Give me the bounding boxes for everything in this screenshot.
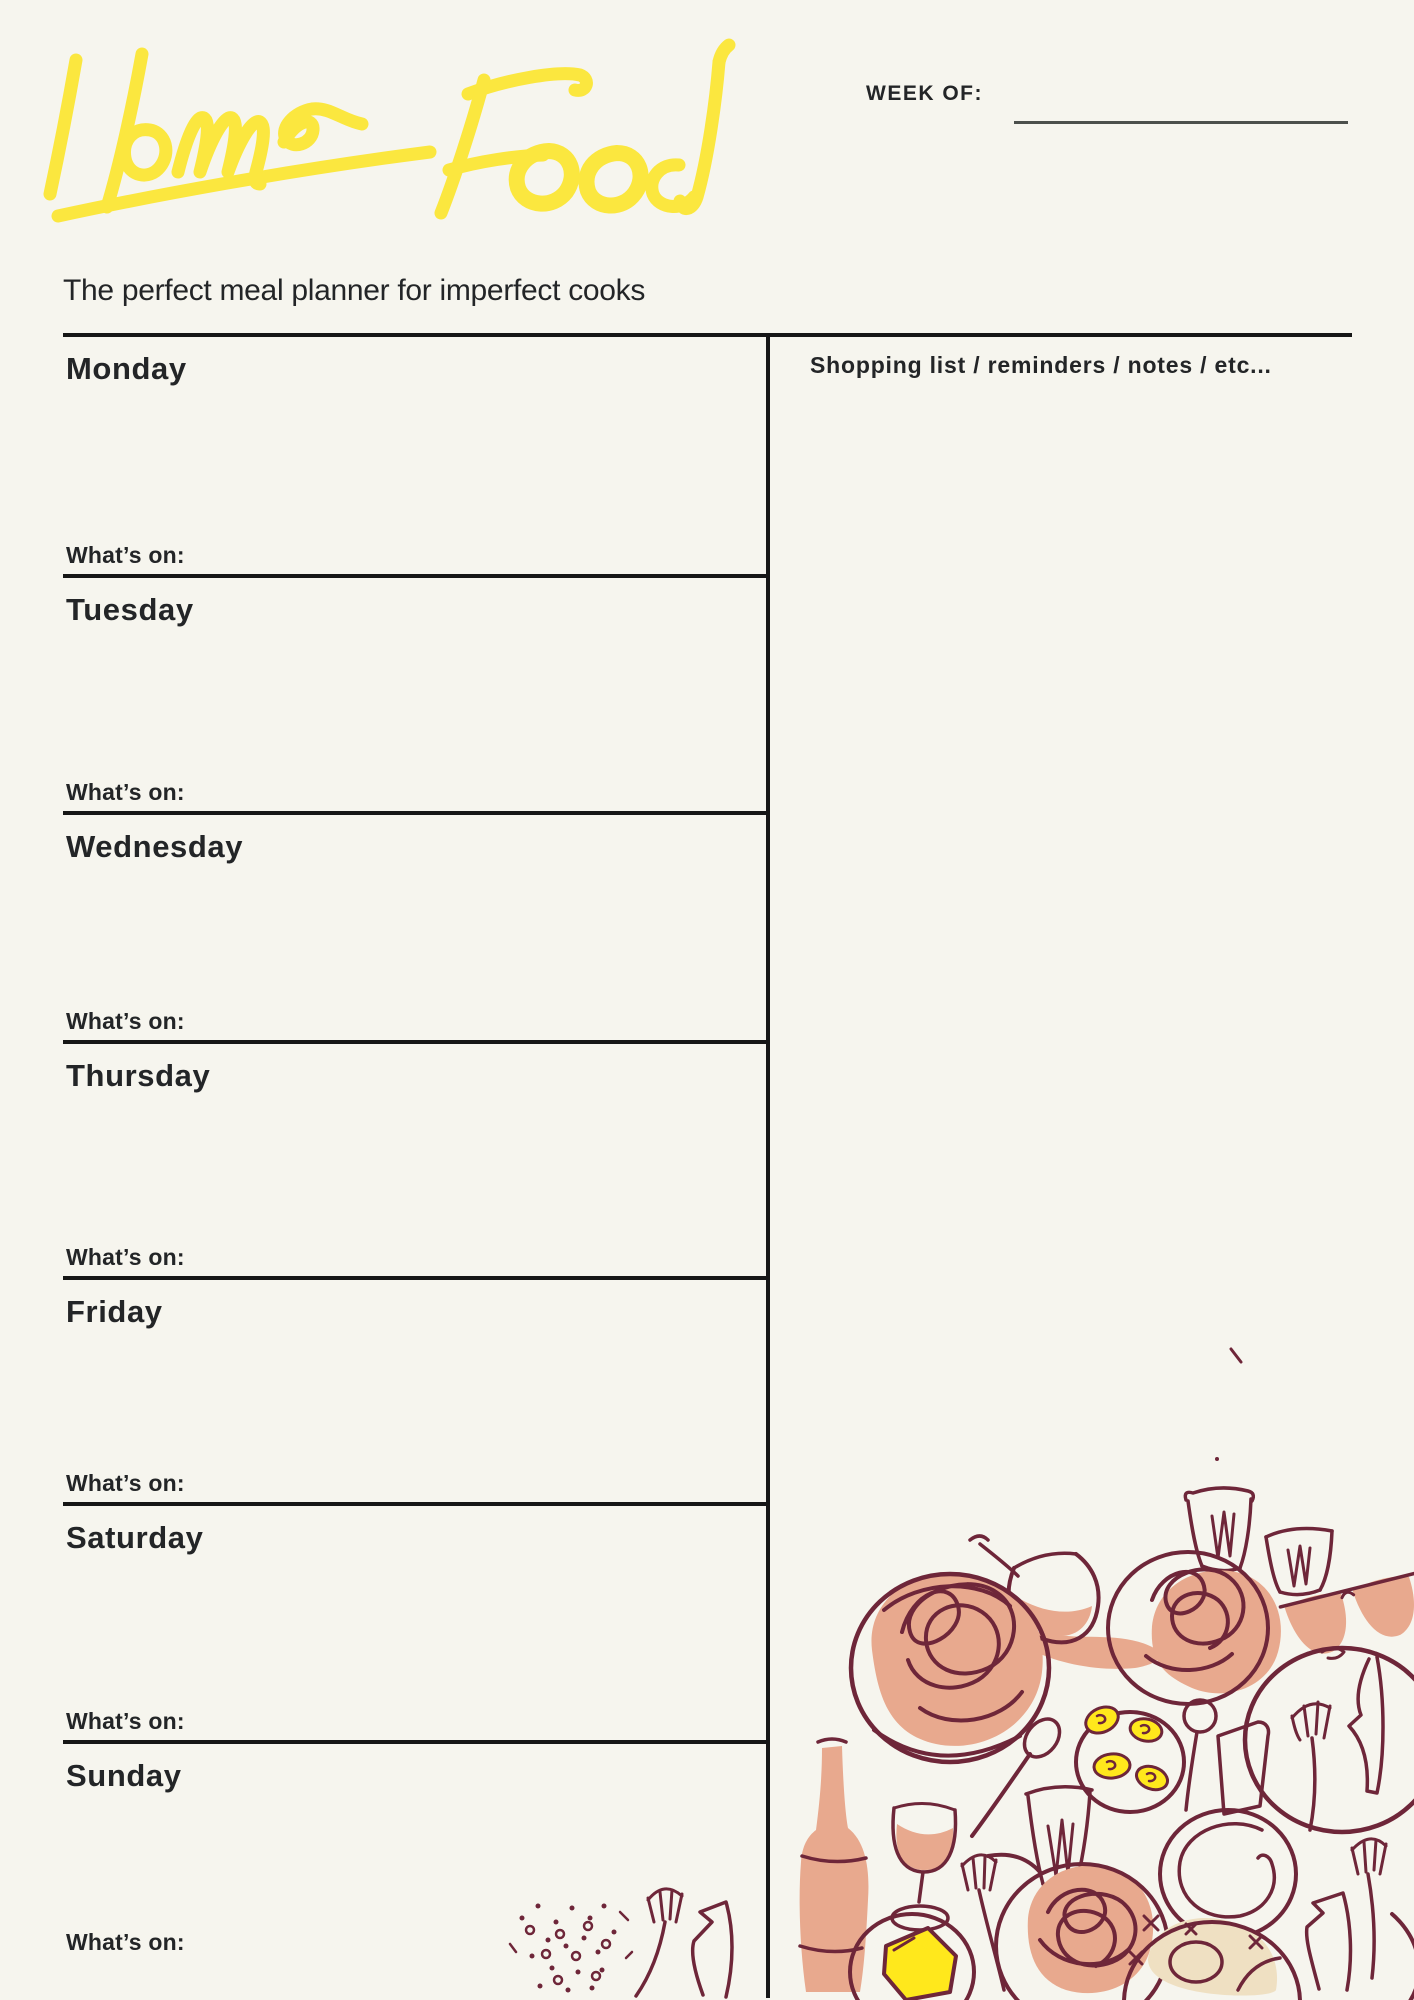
notes-entry-area[interactable] bbox=[770, 400, 1414, 1300]
day-entry-area[interactable] bbox=[63, 395, 756, 530]
sunglasses-icon bbox=[1278, 1554, 1414, 1662]
napkin-and-spoon-icon bbox=[1184, 1700, 1269, 1814]
whats-on-label: What’s on: bbox=[66, 1708, 185, 1734]
logo-word-home bbox=[50, 54, 430, 216]
whats-on-label: What’s on: bbox=[66, 1929, 185, 1955]
logo-word-food bbox=[441, 45, 729, 213]
fork-icon bbox=[636, 1889, 682, 1996]
day-entry-area[interactable] bbox=[63, 873, 756, 996]
week-of-line[interactable] bbox=[1014, 121, 1348, 124]
empty-plate-icon bbox=[1160, 1810, 1296, 1938]
water-glass-icon bbox=[1266, 1529, 1332, 1595]
knife-icon bbox=[693, 1902, 732, 1997]
day-label: Friday bbox=[66, 1294, 163, 1329]
day-label: Wednesday bbox=[66, 829, 244, 864]
spaghetti-plate-icon bbox=[1108, 1552, 1281, 1704]
dinner-plate-with-cutlery-icon bbox=[1245, 1648, 1414, 1832]
knife-icon bbox=[1307, 1893, 1351, 1990]
crumbs bbox=[510, 1904, 632, 1993]
home-food-logo bbox=[30, 18, 750, 230]
tagline: The perfect meal planner for imperfect cooks bbox=[63, 274, 646, 307]
partial-plate-icon bbox=[1392, 1914, 1414, 2000]
day-row-monday bbox=[63, 337, 766, 578]
notes-header: Shopping list / reminders / notes / etc... bbox=[810, 352, 1272, 378]
day-row-wednesday bbox=[63, 815, 766, 1044]
week-of-label: WEEK OF: bbox=[866, 82, 983, 105]
day-label: Sunday bbox=[66, 1758, 182, 1793]
whats-on-label: What’s on: bbox=[66, 779, 185, 805]
day-label: Tuesday bbox=[66, 592, 194, 627]
whats-on-label: What’s on: bbox=[66, 1008, 185, 1034]
day-label: Saturday bbox=[66, 1520, 204, 1555]
spaghetti-plate-icon bbox=[851, 1573, 1049, 1762]
wine-bottle-icon bbox=[800, 1739, 869, 1992]
day-entry-area[interactable] bbox=[63, 636, 756, 767]
day-entry-area[interactable] bbox=[63, 1102, 756, 1232]
whats-on-label: What’s on: bbox=[66, 1244, 185, 1270]
stray-marks bbox=[1215, 1349, 1241, 1461]
day-label: Monday bbox=[66, 351, 187, 386]
deviled-egg-plate-icon bbox=[1076, 1702, 1184, 1812]
fork-icon bbox=[1352, 1839, 1386, 1978]
butter-dish-icon bbox=[850, 1914, 974, 2000]
day-label: Thursday bbox=[66, 1058, 211, 1093]
day-row-thursday bbox=[63, 1044, 766, 1280]
wine-glass-icon bbox=[892, 1803, 956, 1930]
whats-on-label: What’s on: bbox=[66, 1470, 185, 1496]
day-row-tuesday bbox=[63, 578, 766, 815]
spaghetti-plate-icon bbox=[988, 1855, 1168, 2000]
dinner-table-doodle bbox=[400, 1330, 1414, 2000]
whats-on-label: What’s on: bbox=[66, 542, 185, 568]
